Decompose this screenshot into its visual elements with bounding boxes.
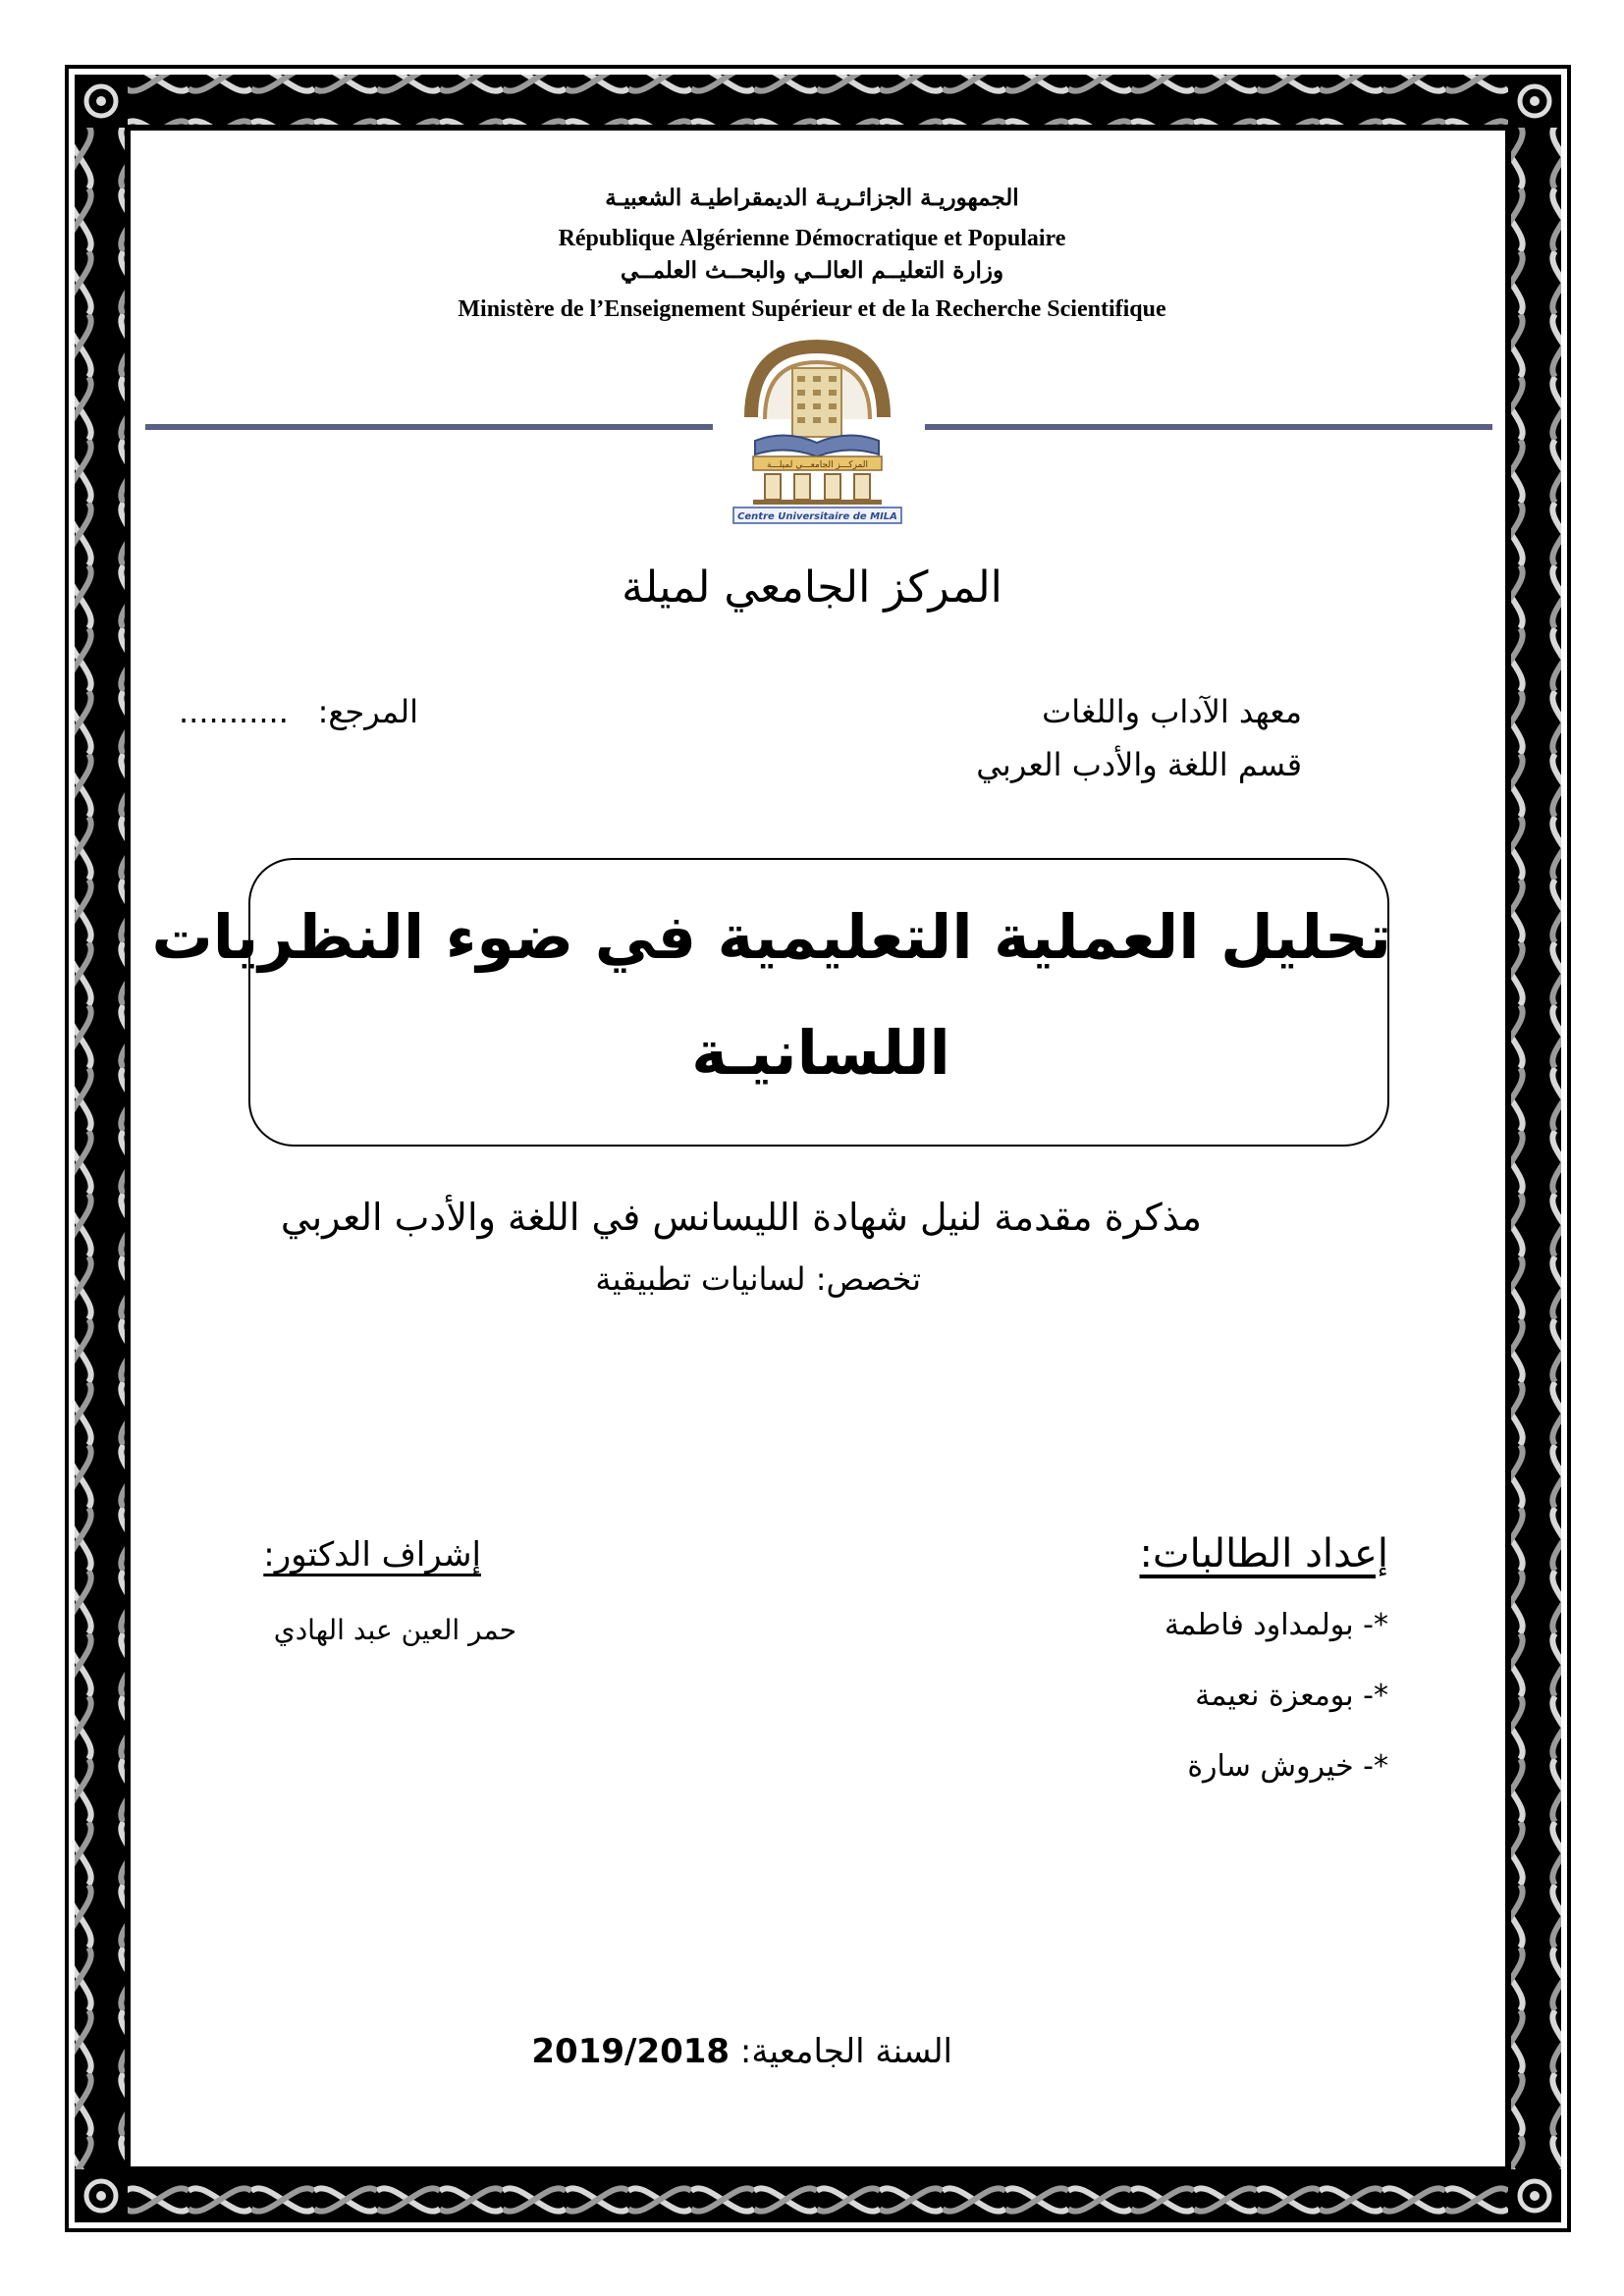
university-logo bbox=[731, 339, 903, 525]
department-name: قسم اللغة والأدب العربي bbox=[976, 746, 1302, 783]
reference-value: ........... bbox=[179, 693, 289, 730]
reference-label: المرجع: bbox=[317, 693, 418, 730]
institute-name: معهد الآداب واللغات bbox=[1042, 693, 1302, 730]
thesis-title-box bbox=[151, 858, 1391, 1147]
thesis-title-line-1: تحليل العملية التعليمية في ضوء النظريات bbox=[151, 901, 1391, 973]
header-rule-left bbox=[145, 424, 713, 430]
academic-year-value: 2019/2018 bbox=[531, 2032, 731, 2071]
academic-year bbox=[531, 2032, 952, 2071]
corner-ornament bbox=[1508, 2169, 1561, 2222]
students-heading: إعداد الطالبات: bbox=[1139, 1531, 1388, 1576]
supervisor-heading: إشراف الدكتور: bbox=[263, 1535, 481, 1575]
header-rule-right bbox=[925, 424, 1492, 430]
student-name: بومعزة نعيمة bbox=[1195, 1679, 1354, 1713]
institution-name: المركز الجامعي لميلة bbox=[622, 562, 1002, 613]
corner-ornament bbox=[75, 75, 128, 128]
thesis-title-line-2: اللسانيـة bbox=[691, 1017, 950, 1089]
student-name: خيروش سارة bbox=[1187, 1749, 1354, 1784]
student-name: بولمداود فاطمة bbox=[1164, 1608, 1354, 1642]
corner-ornament bbox=[75, 2169, 128, 2222]
ministry-name-arabic: وزارة التعليــم العالــي والبحــث العلمــي bbox=[620, 257, 1004, 284]
list-bullet: *- bbox=[1363, 1749, 1388, 1784]
republic-name-arabic: الجمهوريـة الجزائـريـة الديمقراطيـة الشعبيـة bbox=[605, 185, 1019, 211]
academic-year-label: السنة الجامعية: bbox=[739, 2032, 952, 2071]
logo-banner-text: المركـــز الجامعـــي لميلـــة bbox=[766, 460, 869, 470]
student-list-item bbox=[1187, 1749, 1388, 1784]
student-list-item bbox=[1195, 1679, 1388, 1713]
thesis-specialty: تخصص: لسانيات تطبيقية bbox=[595, 1260, 921, 1298]
corner-ornament bbox=[1508, 75, 1561, 128]
supervisor-name: حمر العين عبد الهادي bbox=[273, 1614, 516, 1646]
thesis-purpose: مذكرة مقدمة لنيل شهادة الليسانس في اللغة والأدب العربي bbox=[280, 1196, 1202, 1239]
ministry-name-french: Ministère de l’Enseignement Supérieur et de la Recherche Scientifique bbox=[458, 296, 1166, 322]
list-bullet: *- bbox=[1363, 1608, 1388, 1642]
student-list-item bbox=[1164, 1608, 1388, 1642]
republic-name-french: République Algérienne Démocratique et Populaire bbox=[558, 226, 1066, 251]
list-bullet: *- bbox=[1363, 1679, 1388, 1713]
logo-caption: Centre Universitaire de MILA bbox=[737, 511, 897, 522]
